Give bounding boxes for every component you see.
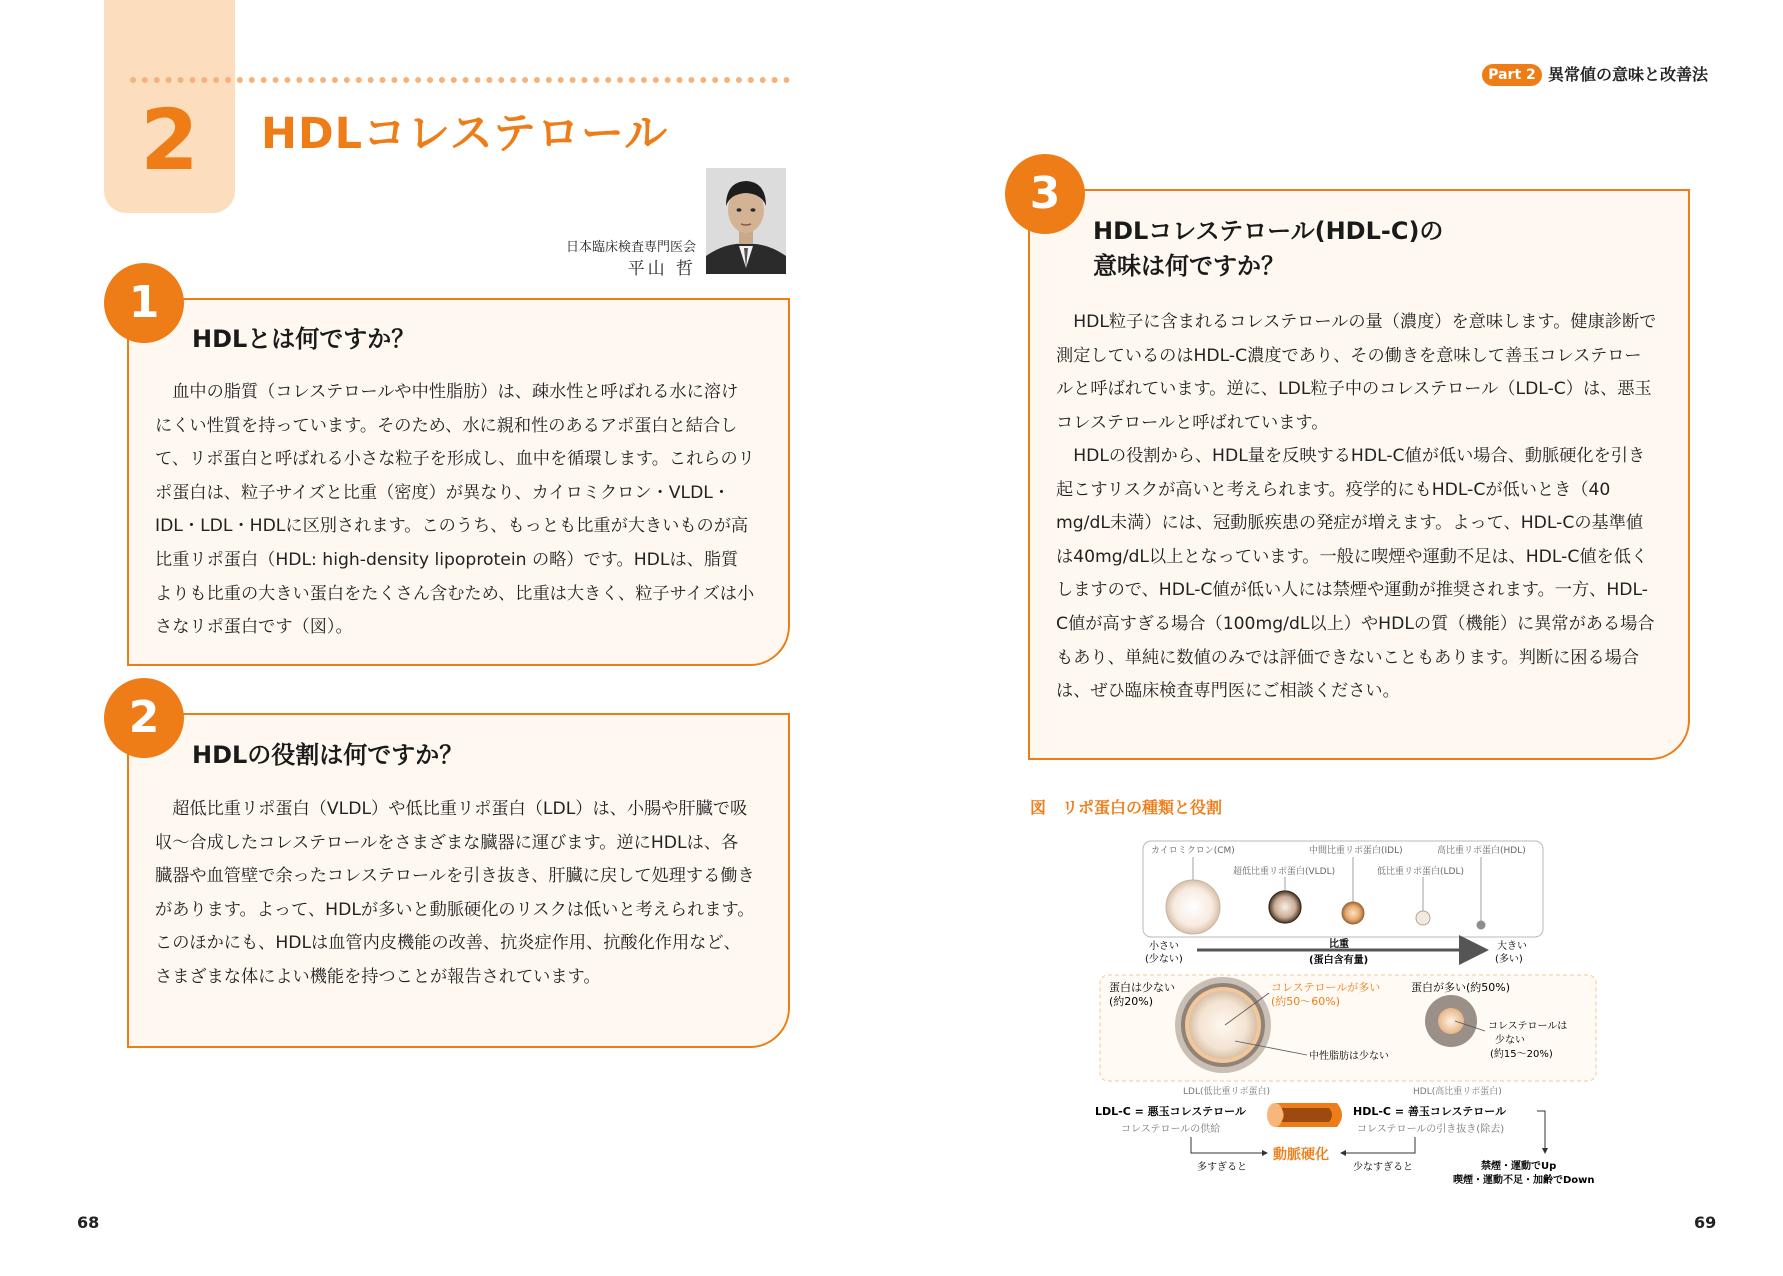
too-much-label: 多すぎると <box>1197 1162 1247 1173</box>
hdl-chol-label: コレステロールは <box>1488 1021 1568 1032</box>
ldl-protein-pct: (約20%) <box>1109 995 1154 1008</box>
page-number-right: 69 <box>1694 1213 1717 1232</box>
page-number-left: 68 <box>77 1213 100 1232</box>
hdl-c-label: HDL-C = 善玉コレステロール <box>1353 1105 1507 1118</box>
question-body: 超低比重リポ蛋白（VLDL）や低比重リポ蛋白（LDL）は、小腸や肝臓で吸収〜合成したコレステロールをさまざまな臓器に運びます。逆にHDLは、各臓器や血管壁で余ったコレステロールを引き抜き、肝臓に戻して処理する働きがあります。よって、HDLが多いと動脈硬化のリスクは低いと考えられます。このほかにも、HDLは血管内皮機能の改善、抗炎症作用、抗酸化作用など、さまざまな体によい機能を持つことが報告されています。 <box>155 799 755 987</box>
part-title: 異常値の意味と改善法 <box>1548 65 1709 84</box>
hdl-detail-core <box>1438 1008 1464 1034</box>
author-name: 平山 哲 <box>627 259 696 279</box>
chapter-title: HDLコレステロール <box>261 109 669 159</box>
hdl-protein-label: 蛋白が多い(約50%) <box>1411 981 1511 994</box>
ldl-tg-label: 中性脂肪は少ない <box>1309 1051 1389 1062</box>
axis-left-sub: (少ない) <box>1145 954 1183 965</box>
question-body-paragraph: HDLの役割から、HDL量を反映するHDL-C値が低い場合、動脈硬化を引き起こすリスクが高いと考えられます。疫学的にもHDL-Cが低いとき（40 mg/dL未満）には、冠動脈疾患の発症が増えます。よって、HDL-Cの基準値は40mg/dL以上となっています。一般に喫煙や運動不足は、HDL-C値を低くしますので、HDL-C値が低い人には禁煙や運動が推奨されます。一方、HDL-C値が高すぎる場合（100mg/dL以上）やHDLの質（機能）に異常がある場合もあり、単純に数値のみでは評価できないこともあります。判断に困る場合は、ぜひ臨床検査専門医にご相談ください。 <box>1056 446 1655 702</box>
question-number-badge: 1 <box>104 263 184 343</box>
question-number-badge: 2 <box>104 678 184 758</box>
question-number-badge: 3 <box>1005 154 1085 234</box>
ldl-role-label: コレステロールの供給 <box>1121 1124 1221 1135</box>
axis-right-sub: (多い) <box>1495 954 1523 965</box>
up-label: 禁煙・運動でUp <box>1481 1161 1557 1172</box>
hdl-role-label: コレステロールの引き抜き(除去) <box>1357 1124 1505 1135</box>
lipoprotein-figure <box>1085 835 1605 1195</box>
label-ldl: 低比重リポ蛋白(LDL) <box>1377 867 1464 877</box>
ldl-chol-label: コレステロールが多い <box>1271 981 1381 994</box>
question-title: HDLの役割は何ですか？ <box>192 741 464 769</box>
chylomicron-particle <box>1166 880 1220 934</box>
ldl-caption: LDL(低比重リポ蛋白) <box>1183 1087 1270 1097</box>
label-vldl: 超低比重リポ蛋白(VLDL) <box>1233 867 1336 877</box>
question-title-line: 意味は何ですか？ <box>1093 251 1285 280</box>
axis-center-sub: (蛋白含有量) <box>1309 955 1369 966</box>
hdl-particle <box>1477 921 1486 930</box>
label-cm: カイロミクロン(CM) <box>1151 846 1235 856</box>
down-label: 喫煙・運動不足・加齢でDown <box>1453 1175 1595 1186</box>
ldl-chol-pct: (約50〜60%) <box>1271 995 1341 1008</box>
question-title <box>1093 214 1443 284</box>
part-badge: Part 2 <box>1482 64 1542 86</box>
too-little-label: 少なすぎると <box>1353 1162 1413 1173</box>
ldl-c-label: LDL-C = 悪玉コレステロール <box>1095 1105 1246 1118</box>
ldl-detail-core <box>1189 991 1257 1059</box>
ldl-protein-label: 蛋白は少ない <box>1109 981 1175 994</box>
question-body: 血中の脂質（コレステロールや中性脂肪）は、疎水性と呼ばれる水に溶けにくい性質を持っています。そのため、水に親和性のあるアポ蛋白と結合して、リポ蛋白と呼ばれる小さな粒子を形成し、血中を循環します。これらのリポ蛋白は、粒子サイズと比重（密度）が異なり、カイロミクロン・VLDL・IDL・LDL・HDLに区別されます。このうち、もっとも比重が大きいものが高比重リポ蛋白（HDL: high-density lipoprotein の略）です。HDLは、脂質よりも比重の大きい蛋白をたくさん含むため、比重は大きく、粒子サイズは小さなリポ蛋白です（図）。 <box>155 382 755 638</box>
axis-center-label: 比重 <box>1329 939 1349 950</box>
chapter-number: 2 <box>140 91 199 189</box>
hdl-chol-pct: (約15〜20%) <box>1490 1049 1553 1060</box>
question-title-line: HDLコレステロール(HDL-C)の <box>1093 217 1444 245</box>
hdl-caption: HDL(高比重リポ蛋白) <box>1413 1087 1502 1097</box>
dotted-divider <box>130 77 790 83</box>
atherosclerosis-label: 動脈硬化 <box>1273 1147 1329 1163</box>
blood-vessel-icon <box>1267 1103 1342 1127</box>
vldl-particle <box>1269 891 1301 923</box>
figure-title: 図 リポ蛋白の種類と役割 <box>1030 798 1223 817</box>
label-idl: 中間比重リポ蛋白(IDL) <box>1309 846 1403 856</box>
question-title: HDLとは何ですか？ <box>192 325 416 353</box>
ldl-particle <box>1416 911 1430 925</box>
label-hdl: 高比重リポ蛋白(HDL) <box>1437 846 1526 856</box>
axis-left-label: 小さい <box>1149 941 1179 952</box>
question-body-paragraph: HDL粒子に含まれるコレステロールの量（濃度）を意味します。健康診断で測定しているのはHDL-C濃度であり、その働きを意味して善玉コレステロールと呼ばれています。逆に、LDL粒子中のコレステロール（LDL-C）は、悪玉コレステロールと呼ばれています。 <box>1056 312 1657 433</box>
author-photo <box>706 168 786 274</box>
axis-right-label: 大きい <box>1497 941 1527 952</box>
hdl-chol-sub: 少ない <box>1495 1035 1525 1046</box>
idl-particle <box>1342 902 1364 924</box>
author-organization: 日本臨床検査専門医会 <box>565 240 696 255</box>
